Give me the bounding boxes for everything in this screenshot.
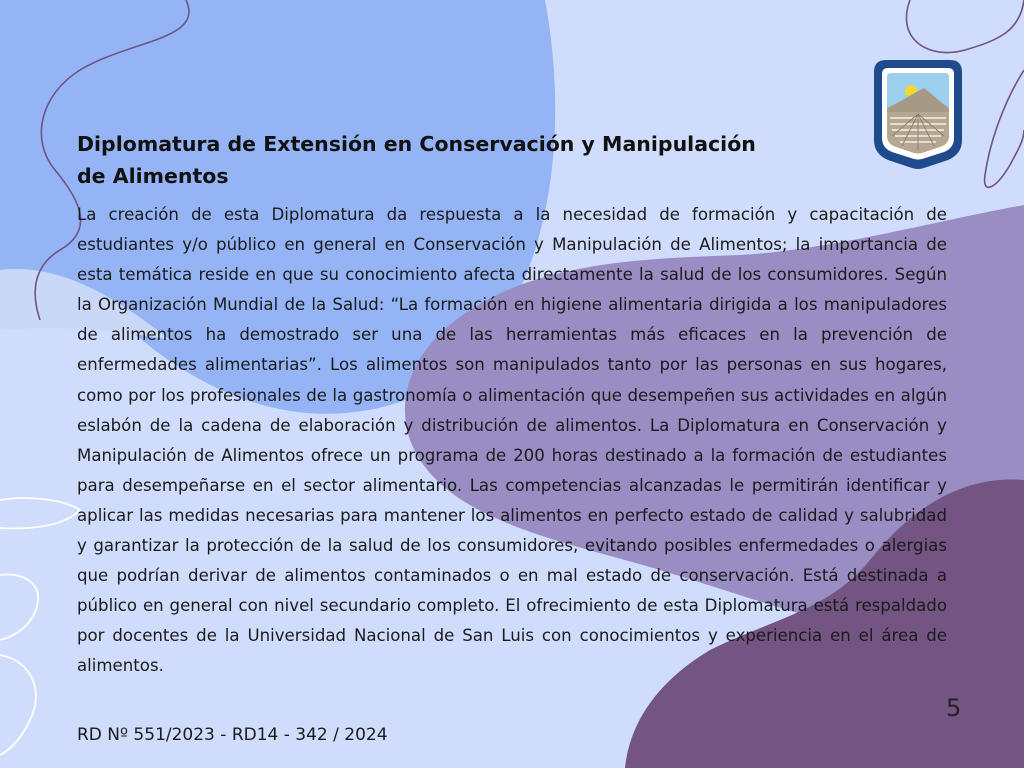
curve-line-top-right: [906, 0, 1024, 53]
slide-title: Diplomatura de Extensión en Conservación y Manipulación de Alimentos: [77, 132, 756, 188]
white-curve-line-3: [0, 655, 36, 755]
white-curve-line-1: [0, 498, 80, 528]
slide-body-text: La creación de esta Diplomatura da respuesta a la necesidad de formación y capacitación de estudiantes y/o público en general en Conservación y Manipulación de Alimentos; la importancia de esta temática reside en que su conocimiento afecta directamente la salud de los consumidores. Según la Organización Mundial de la Salud: “La formación en higiene alimentaria dirigida a los manipuladores de alimentos ha demostrado ser una de las herramientas más eficaces en la prevención de enfermedades alimentarias”. Los alimentos son manipulados tanto por las personas en sus hogares, como por los profesionales de la gastronomía o alimentación que desempeñen sus actividades en algún eslabón de la cadena de elaboración y distribución de alimentos. La Diplomatura en Conservación y Manipulación de Alimentos ofrece un programa de 200 horas destinado a la formación de estudiantes para desempeñarse en el sector alimentario. Las competencias alcanzadas le permitirán identificar y aplicar las medidas necesarias para mantener los alimentos en perfecto estado de calidad y salubridad y garantizar la protección de la salud de los consumidores, evitando posibles enfermedades o alergias que podrían derivar de alimentos contaminados o en mal estado de conservación. Está destinada a público en general con nivel secundario completo. El ofrecimiento de esta Diplomatura está respaldado por docentes de la Universidad Nacional de San Luis con conocimientos y experiencia en el área de alimentos.: [77, 205, 947, 676]
white-curve-line-2: [0, 575, 38, 640]
page-number: 5: [946, 694, 962, 722]
university-shield-logo-icon: [872, 58, 964, 170]
curve-line-right-edge: [985, 70, 1024, 187]
resolution-reference: RD Nº 551/2023 - RD14 - 342 / 2024: [77, 725, 388, 745]
